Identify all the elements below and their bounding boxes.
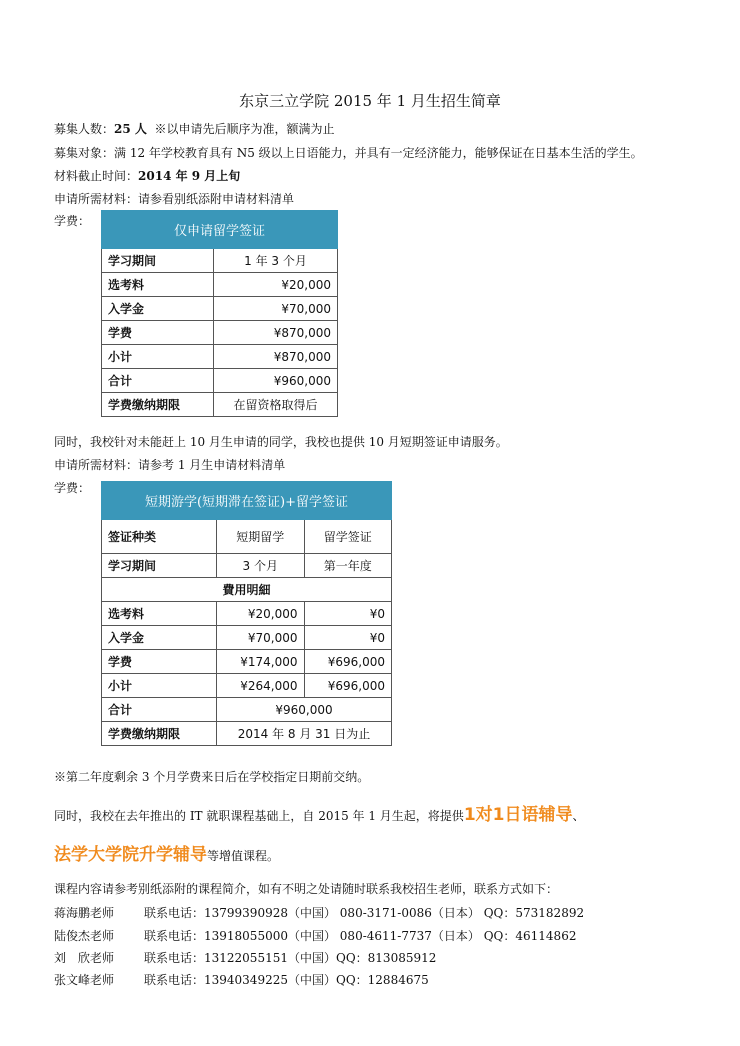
row-value: ¥960,000 — [214, 369, 338, 393]
quota-value: 25 人 — [114, 122, 147, 136]
total-label: 合计 — [102, 698, 217, 722]
deadline-label-2: 学费缴纳期限 — [102, 722, 217, 746]
target-line: 募集对象：满 12 年学校教育具有 N5 级以上日语能力，并具有一定经济能力，能够保证在日基本生活的学生。 — [54, 146, 643, 160]
row-value-short: ¥174,000 — [217, 650, 305, 674]
second-year-note: ※第二年度剩余 3 个月学费来日后在学校指定日期前交纳。 — [54, 770, 370, 784]
visa-type-label: 签证种类 — [102, 520, 217, 554]
quota-label: 募集人数： — [54, 122, 115, 136]
contact-row — [54, 904, 584, 921]
row-label: 选考料 — [102, 273, 214, 297]
fee-label-1: 学费： — [54, 214, 91, 228]
promo-suffix: 等增值课程。 — [207, 849, 280, 863]
contact-name: 陆俊杰老师 — [54, 929, 115, 943]
contact-info: 联系电话：13799390928（中国） 080-3171-0086（日本） QQ：573182892 — [144, 906, 585, 920]
deadline-label: 材料截止时间： — [54, 169, 139, 183]
row-value: ¥870,000 — [214, 345, 338, 369]
row-label: 入学金 — [102, 626, 217, 650]
row-value: ¥70,000 — [214, 297, 338, 321]
row-label: 入学金 — [102, 297, 214, 321]
row-value: 在留资格取得后 — [214, 393, 338, 417]
contact-name: 刘 欣老师 — [54, 951, 115, 965]
promo-sep: 、 — [572, 809, 585, 823]
page-title: 东京三立学院 2015 年 1 月生招生简章 — [239, 92, 501, 110]
contact-info: 联系电话：13940349225（中国）QQ：12884675 — [144, 973, 429, 987]
promo-highlight-1on1: 1对1日语辅导 — [463, 805, 573, 825]
quota-line — [54, 120, 335, 137]
row-value-short: ¥70,000 — [217, 626, 305, 650]
row-value-short: ¥20,000 — [217, 602, 305, 626]
row-label: 学费缴纳期限 — [102, 393, 214, 417]
row-value: ¥870,000 — [214, 321, 338, 345]
quota-note: ※以申请先后顺序为准，额满为止 — [154, 122, 335, 136]
row-value-short: ¥264,000 — [217, 674, 305, 698]
materials-line-2: 申请所需材料：请参考 1 月生申请材料清单 — [54, 458, 286, 472]
row-value-study: ¥696,000 — [304, 674, 392, 698]
oct-service-line: 同时，我校针对未能赶上 10 月生申请的同学，我校也提供 10 月短期签证申请服务。 — [54, 435, 508, 449]
fee-table-short-term — [101, 481, 392, 746]
row-value-study: ¥0 — [304, 626, 392, 650]
row-value-study: ¥696,000 — [304, 650, 392, 674]
promo-line-2 — [54, 840, 279, 865]
row-value: 1 年 3 个月 — [214, 249, 338, 273]
row-value: ¥20,000 — [214, 273, 338, 297]
period-label: 学习期间 — [102, 554, 217, 578]
contact-row — [54, 949, 436, 966]
contact-name: 张文峰老师 — [54, 973, 115, 987]
promo-line-1 — [54, 800, 585, 825]
deadline-value: 2014 年 9 月上旬 — [138, 169, 241, 183]
visa-type-study: 留学签证 — [304, 520, 392, 554]
promo-prefix: 同时，我校在去年推出的 IT 就职课程基础上，自 2015 年 1 月生起，将提供 — [54, 809, 464, 823]
fee-table-short-term-header: 短期游学(短期滞在签证)+留学签证 — [102, 482, 392, 520]
fee-detail-label: 費用明細 — [102, 578, 392, 602]
contact-name: 蒋海鹏老师 — [54, 906, 115, 920]
row-label: 选考料 — [102, 602, 217, 626]
contact-row — [54, 971, 429, 988]
deadline-line — [54, 167, 240, 184]
fee-table-visa — [101, 210, 338, 417]
period-short: 3 个月 — [217, 554, 305, 578]
row-label: 学费 — [102, 321, 214, 345]
contact-info: 联系电话：13122055151（中国）QQ：813085912 — [144, 951, 437, 965]
visa-type-short: 短期留学 — [217, 520, 305, 554]
row-label: 合计 — [102, 369, 214, 393]
fee-label-2: 学费： — [54, 481, 91, 495]
contact-info: 联系电话：13918055000（中国） 080-4611-7737（日本） QQ：46114862 — [144, 929, 577, 943]
total-value: ¥960,000 — [217, 698, 392, 722]
period-study: 第一年度 — [304, 554, 392, 578]
materials-line: 申请所需材料：请参看别纸添附申请材料清单 — [54, 192, 295, 206]
fee-table-visa-header: 仅申请留学签证 — [102, 211, 338, 249]
promo-highlight-law: 法学大学院升学辅导 — [54, 845, 207, 865]
row-label: 小计 — [102, 345, 214, 369]
contact-intro: 课程内容请参考别纸添附的课程简介，如有不明之处请随时联系我校招生老师，联系方式如下： — [54, 882, 559, 896]
row-label: 学费 — [102, 650, 217, 674]
deadline-value-2: 2014 年 8 月 31 日为止 — [217, 722, 392, 746]
row-label: 小计 — [102, 674, 217, 698]
row-value-study: ¥0 — [304, 602, 392, 626]
row-label: 学习期间 — [102, 249, 214, 273]
contact-row — [54, 927, 576, 944]
